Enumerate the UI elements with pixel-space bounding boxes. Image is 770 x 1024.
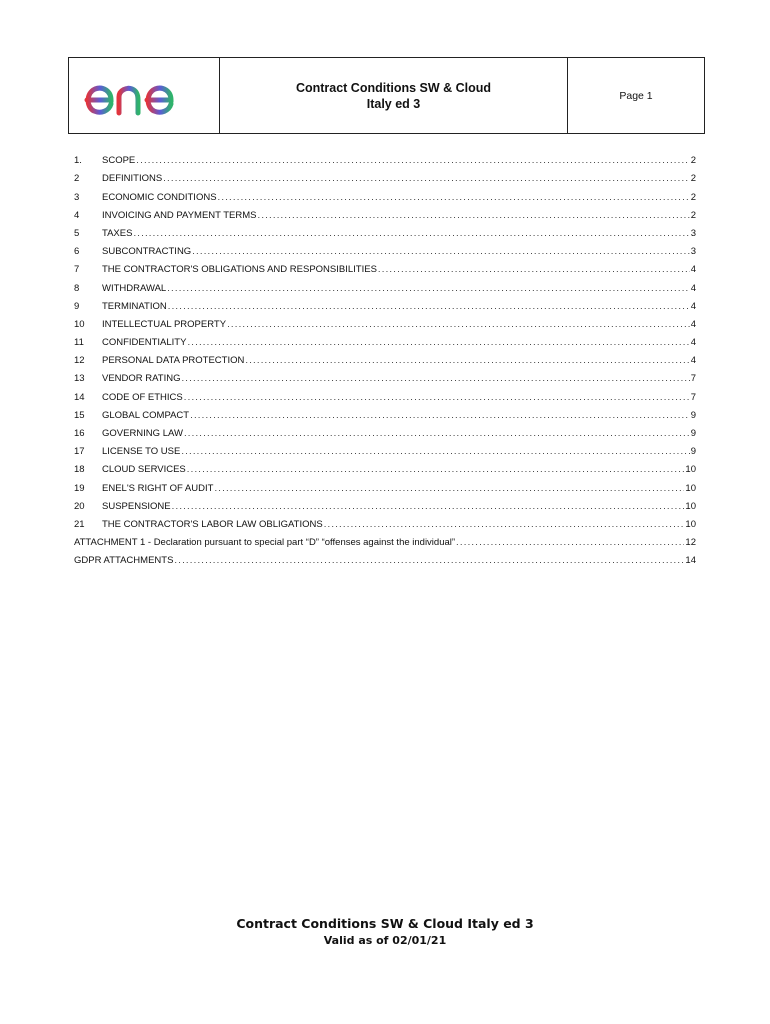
toc-dot-leader [187, 464, 685, 475]
toc-entry-page: 10 [685, 464, 696, 476]
toc-entry[interactable] [74, 148, 696, 166]
toc-entry-number: 15 [74, 409, 85, 421]
toc-entry[interactable] [74, 312, 696, 330]
toc-entry-page: 9 [690, 446, 696, 458]
toc-entry-title: CONFIDENTIALITY [102, 337, 187, 349]
toc-dot-leader [324, 519, 685, 530]
toc-entry[interactable] [74, 239, 696, 257]
toc-dot-leader [174, 555, 684, 566]
toc-entry[interactable] [74, 221, 696, 239]
toc-entry-number: 1. [74, 155, 82, 167]
page-label: Page 1 [619, 89, 653, 102]
toc-entry-page: 4 [690, 337, 696, 349]
toc-dot-leader [218, 192, 690, 203]
document-title [220, 58, 568, 133]
toc-entry-page: 2 [690, 209, 696, 221]
toc-entry[interactable] [74, 475, 696, 493]
toc-entry-number: 4 [74, 209, 80, 221]
toc-entry-page: 10 [685, 500, 696, 512]
toc-dot-leader [190, 410, 690, 421]
toc-dot-leader [181, 446, 689, 457]
toc-dot-leader [167, 283, 689, 294]
toc-dot-leader [133, 228, 689, 239]
toc-entry-number: 19 [74, 482, 85, 494]
toc-entry-page: 7 [690, 391, 696, 403]
toc-entry[interactable] [74, 366, 696, 384]
toc-entry[interactable] [74, 439, 696, 457]
toc-dot-leader [456, 537, 684, 548]
toc-entry-title: THE CONTRACTOR'S LABOR LAW OBLIGATIONS [102, 518, 323, 530]
toc-entry[interactable] [74, 184, 696, 202]
toc-entry-number: 2 [74, 173, 80, 185]
toc-entry[interactable] [74, 530, 696, 548]
toc-entry[interactable] [74, 512, 696, 530]
toc-entry[interactable] [74, 384, 696, 402]
toc-entry-number: 12 [74, 355, 85, 367]
toc-dot-leader [136, 155, 689, 166]
toc-entry[interactable] [74, 403, 696, 421]
toc-dot-leader [172, 501, 685, 512]
toc-entry-page: 14 [685, 555, 696, 567]
toc-entry-number: 21 [74, 518, 85, 530]
toc-entry[interactable] [74, 330, 696, 348]
logo-cell [69, 58, 220, 133]
toc-entry[interactable] [74, 275, 696, 293]
toc-entry-title: THE CONTRACTOR'S OBLIGATIONS AND RESPONSIBILITIES [102, 264, 377, 276]
toc-entry-page: 10 [685, 482, 696, 494]
toc-entry[interactable] [74, 257, 696, 275]
toc-entry-page: 2 [690, 173, 696, 185]
toc-entry-title: CODE OF ETHICS [102, 391, 183, 403]
toc-entry-page: 2 [690, 191, 696, 203]
toc-entry-number: 7 [74, 264, 80, 276]
toc-entry-title: INTELLECTUAL PROPERTY [102, 318, 227, 330]
toc-entry-title: SCOPE [102, 155, 136, 167]
toc-entry-page: 3 [690, 227, 696, 239]
toc-entry[interactable] [74, 457, 696, 475]
toc-entry-number: 14 [74, 391, 85, 403]
title-line-1: Contract Conditions SW & Cloud [295, 80, 492, 95]
footer [0, 915, 770, 949]
enel-logo [81, 71, 207, 121]
toc-entry-number: 20 [74, 500, 85, 512]
toc-entry-title: ENEL'S RIGHT OF AUDIT [102, 482, 214, 494]
title-line-2: Italy ed 3 [366, 96, 421, 111]
table-of-contents [74, 148, 696, 566]
toc-entry-title: VENDOR RATING [102, 373, 181, 385]
toc-entry-title: ATTACHMENT 1 - Declaration pursuant to special part “D” “offenses against the individual” [74, 537, 456, 549]
toc-entry[interactable] [74, 421, 696, 439]
toc-dot-leader [168, 301, 690, 312]
toc-entry[interactable] [74, 494, 696, 512]
toc-entry-title: GDPR ATTACHMENTS [74, 555, 174, 567]
toc-entry-title: GLOBAL COMPACT [102, 409, 190, 421]
toc-entry[interactable] [74, 294, 696, 312]
toc-dot-leader [163, 173, 690, 184]
toc-entry-page: 4 [690, 264, 696, 276]
toc-entry-number: 11 [74, 337, 84, 349]
toc-entry-page: 3 [690, 246, 696, 258]
toc-entry-title: GOVERNING LAW [102, 428, 183, 439]
toc-entry-title: WITHDRAWAL [102, 282, 167, 294]
toc-dot-leader [187, 337, 689, 348]
toc-entry-page: 4 [690, 300, 696, 312]
toc-entry-number: 13 [74, 373, 85, 385]
toc-entry[interactable] [74, 348, 696, 366]
toc-entry-number: 16 [74, 428, 85, 439]
toc-entry-page: 12 [685, 537, 696, 549]
toc-entry-title: PERSONAL DATA PROTECTION [102, 355, 245, 367]
toc-entry-number: 10 [74, 318, 85, 330]
toc-entry-title: CLOUD SERVICES [102, 464, 186, 476]
toc-entry-number: 5 [74, 227, 80, 239]
toc-dot-leader [214, 483, 684, 494]
toc-entry-page: 4 [690, 355, 696, 367]
page-number-cell [568, 58, 704, 133]
toc-entry-title: SUBCONTRACTING [102, 246, 192, 258]
toc-entry-title: TAXES [102, 227, 133, 239]
footer-title: Contract Conditions SW & Cloud Italy ed 3 [236, 916, 534, 931]
toc-entry-page: 4 [690, 282, 696, 294]
toc-entry-page: 9 [690, 428, 696, 439]
toc-entry[interactable] [74, 548, 696, 566]
toc-entry-page: 9 [690, 409, 696, 421]
toc-dot-leader [192, 246, 690, 257]
toc-entry-title: DEFINITIONS [102, 173, 163, 185]
toc-dot-leader [258, 210, 690, 221]
toc-dot-leader [181, 373, 689, 384]
toc-entry-number: 8 [74, 282, 80, 294]
toc-entry-title: SUSPENSIONE [102, 500, 171, 512]
toc-entry[interactable] [74, 203, 696, 221]
toc-dot-leader [245, 355, 689, 366]
toc-entry-number: 18 [74, 464, 85, 476]
toc-entry-page: 10 [685, 518, 696, 530]
toc-entry-title: LICENSE TO USE [102, 446, 181, 458]
header-table [68, 57, 705, 134]
toc-entry-page: 4 [690, 318, 696, 330]
toc-entry[interactable] [74, 166, 696, 184]
toc-entry-number: 9 [74, 300, 80, 312]
toc-dot-leader [378, 264, 690, 275]
toc-dot-leader [227, 319, 690, 330]
toc-entry-title: INVOICING AND PAYMENT TERMS [102, 209, 257, 221]
toc-entry-number: 17 [74, 446, 85, 458]
toc-dot-leader [184, 428, 690, 439]
footer-validity: Valid as of 02/01/21 [323, 934, 447, 947]
toc-entry-title: ECONOMIC CONDITIONS [102, 191, 217, 203]
toc-entry-number: 6 [74, 246, 80, 258]
toc-entry-page: 7 [690, 373, 696, 385]
toc-entry-number: 3 [74, 191, 80, 203]
toc-dot-leader [184, 392, 690, 403]
toc-entry-title: TERMINATION [102, 300, 167, 312]
toc-entry-page: 2 [690, 155, 696, 167]
